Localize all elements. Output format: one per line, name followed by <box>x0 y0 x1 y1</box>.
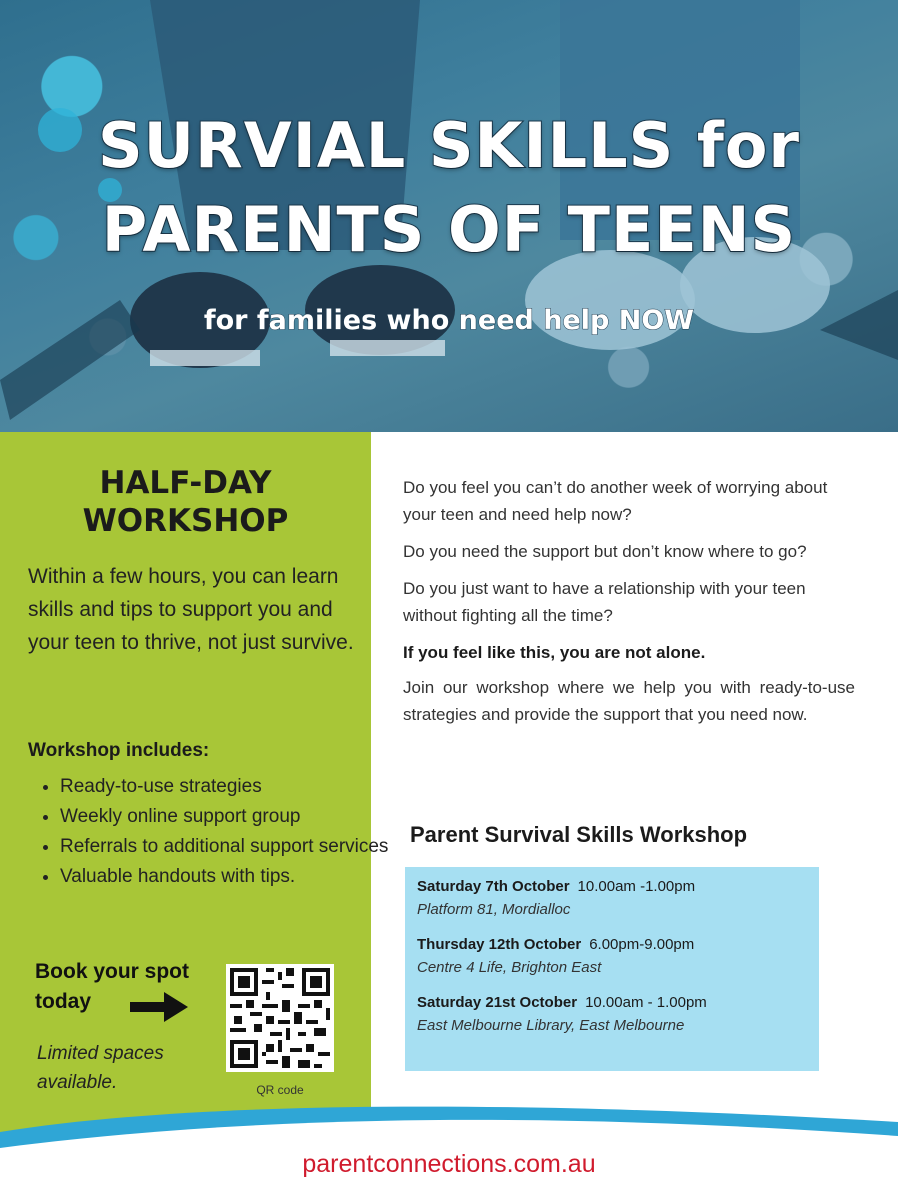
session-venue: Platform 81, Mordialloc <box>417 901 571 918</box>
workshop-heading <box>0 464 371 540</box>
session-time: 10.00am -1.00pm <box>577 878 696 895</box>
includes-list <box>28 772 390 892</box>
footer <box>0 1100 898 1200</box>
list-item: • Weekly online support group <box>60 802 390 832</box>
qr-code-label: QR code <box>256 1083 304 1097</box>
list-item: • Referrals to additional support services <box>60 832 390 862</box>
session-time: 6.00pm-9.00pm <box>589 936 695 953</box>
question-paragraph: Do you need the support but don’t know where to go? <box>403 542 807 561</box>
question-paragraph: Do you feel you can’t do another week of worrying about your teen and need help now? <box>403 478 828 524</box>
limited-spaces-text: Limited spaces available. <box>37 1043 164 1093</box>
hero-title-line2: PARENTS OF TEENS <box>101 193 797 266</box>
workshop-info-panel <box>0 432 389 1132</box>
book-today-text: today <box>35 990 92 1013</box>
session-day: Saturday 21st October <box>417 994 578 1011</box>
workshop-intro: Within a few hours, you can learn skills and tips to support you and your teen to thrive, not just survive. <box>28 565 354 654</box>
sessions-box <box>405 867 819 1071</box>
qr-code-icon[interactable] <box>226 964 334 1072</box>
hero-subtitle: for families who need help NOW <box>203 305 695 336</box>
join-paragraph: Join our workshop where we help you with ready-to-use strategies and provide the support that you need now. <box>403 678 855 724</box>
session-day: Saturday 7th October <box>417 878 570 895</box>
intro-questions <box>403 474 855 738</box>
arrow-right-icon <box>130 990 188 1024</box>
sessions-title: Parent Survival Skills Workshop <box>410 822 748 847</box>
hero-banner <box>0 0 898 432</box>
hero-title-line1: SURVIAL SKILLS for <box>97 109 801 182</box>
session-venue: Centre 4 Life, Brighton East <box>417 959 602 976</box>
list-item: • Valuable handouts with tips. <box>60 862 390 892</box>
session-item <box>417 875 807 921</box>
question-paragraph: Do you just want to have a relationship with your teen without fighting all the time? <box>403 579 806 625</box>
workshop-heading-line1: HALF-DAY <box>99 465 272 501</box>
session-venue: East Melbourne Library, East Melbourne <box>417 1017 685 1034</box>
session-time: 10.00am - 1.00pm <box>585 994 707 1011</box>
includes-title: Workshop includes: <box>28 740 210 761</box>
list-item: • Ready-to-use strategies <box>60 772 390 802</box>
session-day: Thursday 12th October <box>417 936 582 953</box>
workshop-heading-line2: WORKSHOP <box>82 503 289 539</box>
website-link[interactable]: parentconnections.com.au <box>302 1150 596 1178</box>
session-item <box>417 991 807 1037</box>
session-item <box>417 933 807 979</box>
book-spot-text: Book your spot <box>35 960 190 983</box>
not-alone-statement: If you feel like this, you are not alone. <box>403 643 706 662</box>
